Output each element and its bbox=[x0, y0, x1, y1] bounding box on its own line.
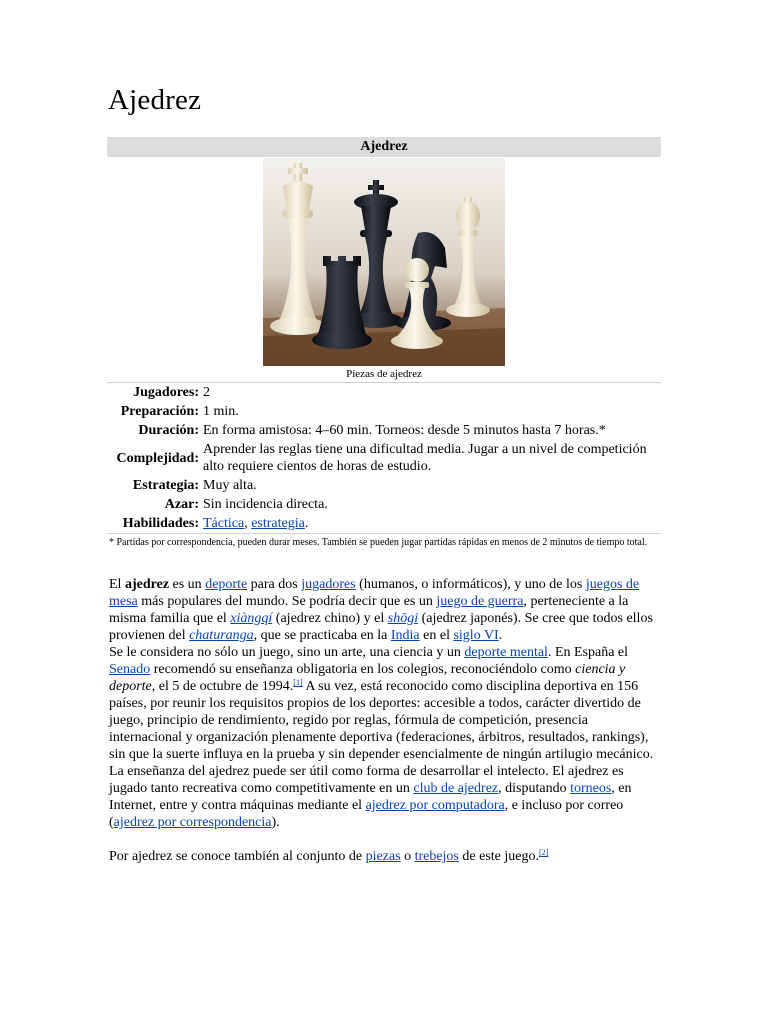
text: (ajedrez japonés). Se cree que todos ellos provienen del bbox=[109, 611, 653, 643]
text: más populares del mundo. Se podría decir que es un bbox=[137, 594, 437, 609]
row-value: 1 min. bbox=[203, 404, 239, 419]
infobox-row bbox=[107, 495, 661, 514]
infobox-row bbox=[107, 476, 661, 495]
link-jugadores[interactable]: jugadores bbox=[301, 577, 356, 592]
infobox-footnote: * Partidas por correspondencia, pueden durar meses. También se pueden jugar partidas rápidas en menos de 2 minutos de tiempo total. bbox=[107, 533, 661, 549]
link-club-de-ajedrez[interactable]: club de ajedrez bbox=[413, 781, 499, 796]
infobox-table bbox=[107, 382, 661, 533]
row-label: Jugadores: bbox=[133, 385, 199, 400]
infobox-title: Ajedrez bbox=[107, 137, 661, 157]
link-trebejos[interactable]: trebejos bbox=[414, 849, 459, 864]
text: , el 5 de octubre de 1994. bbox=[151, 679, 294, 694]
link-juego-de-guerra[interactable]: juego de guerra bbox=[436, 594, 524, 609]
paragraph-piezas bbox=[109, 848, 655, 865]
row-label: Preparación: bbox=[120, 404, 199, 419]
infobox-row bbox=[107, 421, 661, 440]
article-body bbox=[109, 576, 655, 865]
row-label: Complejidad: bbox=[116, 450, 199, 466]
row-label: Habilidades: bbox=[122, 516, 199, 531]
text: o bbox=[400, 849, 415, 864]
row-value: 2 bbox=[203, 385, 210, 400]
italic-text: ciencia y deporte bbox=[109, 662, 626, 694]
separator-text: , bbox=[244, 516, 252, 531]
link-piezas[interactable]: piezas bbox=[365, 849, 401, 864]
infobox bbox=[107, 137, 661, 549]
text: Por ajedrez se conoce también al conjunto de bbox=[109, 849, 366, 864]
text: Se le considera no sólo un juego, sino un arte, una ciencia y un bbox=[109, 645, 465, 660]
infobox-row bbox=[107, 440, 661, 476]
reference-link[interactable]: [2] bbox=[538, 848, 549, 857]
row-label: Estrategia: bbox=[132, 478, 199, 493]
period-text: . bbox=[304, 516, 309, 531]
text: . bbox=[498, 628, 503, 643]
text: A su vez, está reconocido como disciplina deportiva en 156 países, por reunir los requisitos propios de los deportes: accesible a todos, carácter divertido de juego, principio de rendimiento, regido por reglas, fórmula de competición, presencia internacional y organización plenamente deportiva (federaciones, árbitros, resultados, rankings), sin que la suerte influya en la prueba y sin depender esencialmente de ningún artilugio mecánico. La enseñanza del ajedrez puede ser útil como forma de desarrollar el intelecto. El ajedrez es jugado tanto recreativa como competitivamente en un bbox=[109, 679, 654, 796]
link-xiangqi[interactable]: xiàngqí bbox=[230, 611, 273, 626]
text: , disputando bbox=[498, 781, 571, 796]
text: ). bbox=[271, 815, 280, 830]
link-india[interactable]: India bbox=[390, 628, 420, 643]
link-tactica[interactable]: Táctica bbox=[203, 516, 245, 531]
link-torneos[interactable]: torneos bbox=[570, 781, 612, 796]
link-deporte[interactable]: deporte bbox=[205, 577, 248, 592]
image-caption: Piezas de ajedrez bbox=[346, 368, 422, 380]
link-siglo-vi[interactable]: siglo VI bbox=[453, 628, 499, 643]
link-deporte-mental[interactable]: deporte mental bbox=[464, 645, 548, 660]
page-title: Ajedrez bbox=[108, 84, 202, 116]
infobox-row bbox=[107, 514, 661, 533]
row-label: Duración: bbox=[138, 423, 199, 438]
link-estrategia[interactable]: estrategia bbox=[251, 516, 305, 531]
paragraph-intro bbox=[109, 576, 655, 644]
chess-pieces-image[interactable] bbox=[263, 158, 505, 366]
row-value: Muy alta. bbox=[203, 478, 257, 493]
bold-term: ajedrez bbox=[124, 577, 170, 592]
text: recomendó su enseñanza obligatoria en los colegios, reconociéndolo como bbox=[150, 662, 576, 677]
text: de este juego. bbox=[458, 849, 539, 864]
text: para dos bbox=[247, 577, 302, 592]
link-ajedrez-por-computadora[interactable]: ajedrez por computadora bbox=[365, 798, 505, 813]
text: , que se practicaba en la bbox=[253, 628, 391, 643]
text: (ajedrez chino) y el bbox=[272, 611, 388, 626]
infobox-row bbox=[107, 402, 661, 421]
text: , e incluso por correo ( bbox=[109, 798, 624, 830]
row-label: Azar: bbox=[164, 497, 199, 512]
text: es un bbox=[169, 577, 206, 592]
text: . En España el bbox=[547, 645, 629, 660]
row-value: Aprender las reglas tiene una dificultad media. Jugar a un nivel de competición alto requiere cientos de horas de estudio. bbox=[203, 442, 647, 474]
link-juegos-de-mesa[interactable]: juegos de mesa bbox=[109, 577, 640, 609]
text: (humanos, o informáticos), y uno de los bbox=[355, 577, 586, 592]
text: , perteneciente a la misma familia que el bbox=[109, 594, 629, 626]
link-ajedrez-por-correspondencia[interactable]: ajedrez por correspondencia bbox=[113, 815, 272, 830]
text: , en Internet, entre y contra máquinas mediante el bbox=[109, 781, 632, 813]
infobox-row bbox=[107, 383, 661, 403]
row-value: En forma amistosa: 4–60 min. Torneos: desde 5 minutos hasta 7 horas.* bbox=[203, 423, 606, 438]
row-value: Sin incidencia directa. bbox=[203, 497, 328, 512]
paragraph-deporte bbox=[109, 644, 655, 831]
text: El bbox=[109, 577, 125, 592]
row-value bbox=[203, 514, 661, 533]
reference-link[interactable]: [1] bbox=[293, 678, 303, 687]
link-chaturanga[interactable]: chaturanga bbox=[189, 628, 254, 643]
link-shogi[interactable]: shōgi bbox=[387, 611, 419, 626]
text: en el bbox=[419, 628, 454, 643]
link-senado[interactable]: Senado bbox=[109, 662, 151, 677]
